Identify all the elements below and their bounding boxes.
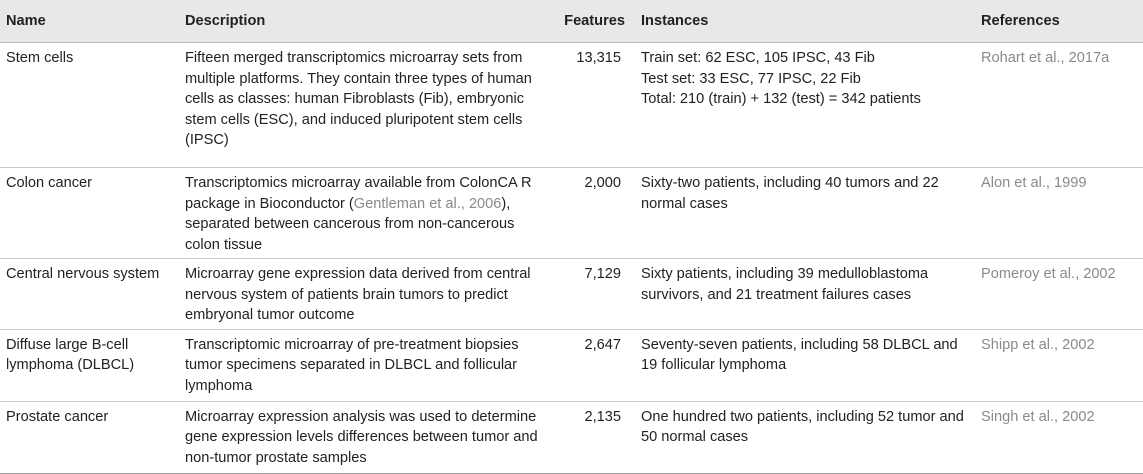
table-row <box>0 168 1143 259</box>
cell-description <box>179 168 551 259</box>
table-row <box>0 43 1143 168</box>
cell-instances: Sixty-two patients, including 40 tumors and 22 normal cases <box>635 168 975 259</box>
header-description: Description <box>179 0 551 43</box>
cell-instances: Sixty patients, including 39 medulloblastoma survivors, and 21 treatment failures cases <box>635 259 975 330</box>
cell-features: 13,315 <box>551 43 635 168</box>
header-row <box>0 0 1143 43</box>
cell-instances: Seventy-seven patients, including 58 DLBCL and 19 follicular lymphoma <box>635 329 975 401</box>
instances-line: Test set: 33 ESC, 77 IPSC, 22 Fib <box>641 70 861 87</box>
reference-link[interactable]: Shipp et al., 2002 <box>981 336 1095 353</box>
cell-features: 2,135 <box>551 401 635 473</box>
cell-features: 7,129 <box>551 259 635 330</box>
description-text: ), separated between cancerous from non-cancerous colon tissue <box>185 195 515 253</box>
instances-line: Total: 210 (train) + 132 (test) = 342 patients <box>641 91 921 107</box>
reference-link[interactable]: Pomeroy et al., 2002 <box>981 266 1116 282</box>
instances-line: Train set: 62 ESC, 105 IPSC, 43 Fib <box>641 50 875 66</box>
reference-link[interactable]: Rohart et al., 2017a <box>981 50 1110 66</box>
cell-description: Microarray expression analysis was used to determine gene expression levels differences between tumor and non-tumor prostate samples <box>179 401 551 473</box>
cell-description: Transcriptomic microarray of pre-treatment biopsies tumor specimens separated in DLBCL and follicular lymphoma <box>179 329 551 401</box>
description-text: Transcriptomics microarray available from ColonCA R package in Bioconductor ( <box>185 175 532 212</box>
table-row <box>0 259 1143 330</box>
cell-features: 2,000 <box>551 168 635 259</box>
cell-reference[interactable] <box>975 401 1143 473</box>
cell-instances <box>635 43 975 168</box>
cell-features: 2,647 <box>551 329 635 401</box>
table-body <box>0 43 1143 474</box>
cell-reference[interactable] <box>975 259 1143 330</box>
cell-name: Diffuse large B-cell lymphoma (DLBCL) <box>0 329 179 401</box>
cell-description: Fifteen merged transcriptomics microarray sets from multiple platforms. They contain three types of human cells as classes: human Fibroblasts (Fib), embryonic stem cells (ESC), and induced pluripotent stem cells (IPSC) <box>179 43 551 168</box>
cell-reference[interactable] <box>975 168 1143 259</box>
header-features: Features <box>551 0 635 43</box>
cell-description: Microarray gene expression data derived from central nervous system of patients brain tumors to predict embryonal tumor outcome <box>179 259 551 330</box>
header-references: References <box>975 0 1143 43</box>
reference-link[interactable]: Alon et al., 1999 <box>981 175 1087 191</box>
table-row <box>0 401 1143 473</box>
table-row <box>0 329 1143 401</box>
cell-name: Colon cancer <box>0 168 179 259</box>
cell-name: Central nervous system <box>0 259 179 330</box>
header-name: Name <box>0 0 179 43</box>
cell-instances: One hundred two patients, including 52 tumor and 50 normal cases <box>635 401 975 473</box>
header-instances: Instances <box>635 0 975 43</box>
table-header <box>0 0 1143 43</box>
reference-link[interactable]: Singh et al., 2002 <box>981 408 1095 425</box>
cell-name: Prostate cancer <box>0 401 179 473</box>
cell-reference[interactable] <box>975 43 1143 168</box>
cell-name: Stem cells <box>0 43 179 168</box>
citation-link[interactable]: Gentleman et al., 2006 <box>353 195 502 212</box>
cell-reference[interactable] <box>975 329 1143 401</box>
